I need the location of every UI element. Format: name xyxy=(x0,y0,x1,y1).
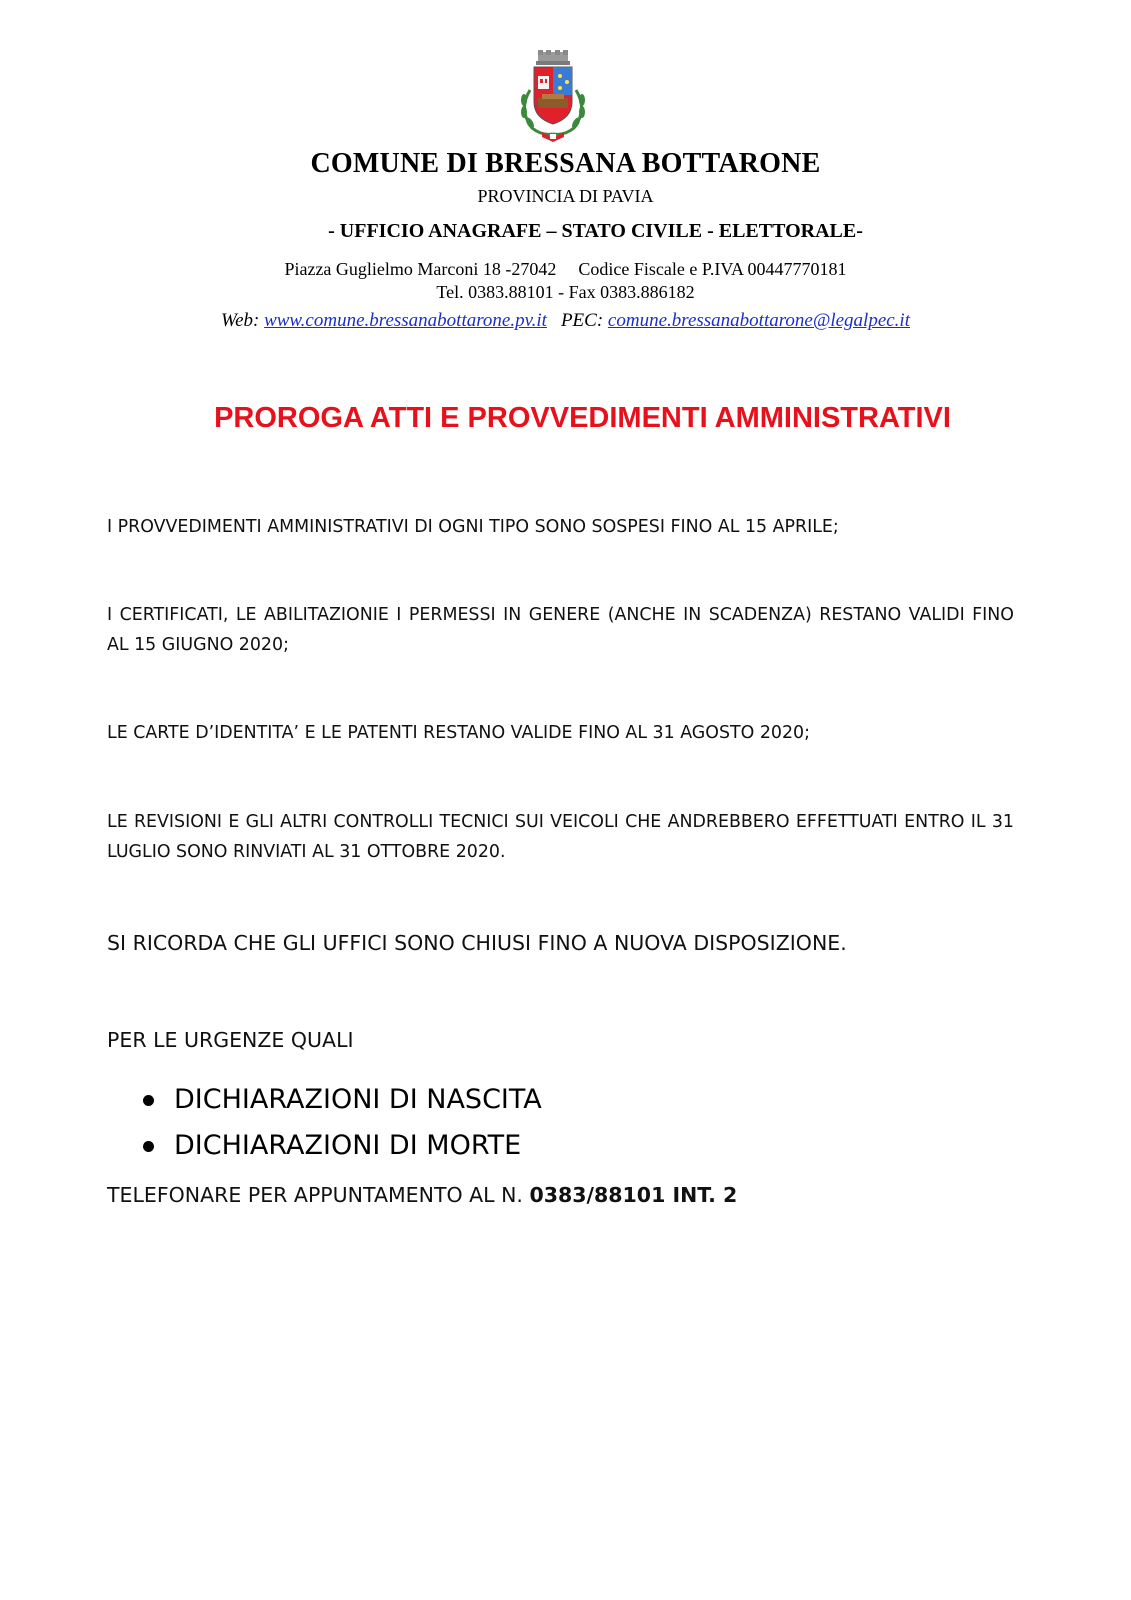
paragraph-vehicle-inspections: LE REVISIONI E GLI ALTRI CONTROLLI TECNICI SUI VEICOLI CHE ANDREBBERO EFFETTUATI ENTRO IL 31 LUGLIO SONO RINVIATI AL 31 OTTOBRE 2020. xyxy=(107,812,1014,862)
contact-line xyxy=(0,310,1131,332)
office-name: - UFFICIO ANAGRAFE – STATO CIVILE - ELETTORALE- xyxy=(328,220,863,242)
call-number: 0383/88101 INT. 2 xyxy=(529,1183,738,1207)
province-name: PROVINCIA DI PAVIA xyxy=(477,186,654,206)
pec-label: PEC: xyxy=(560,310,604,331)
web-link[interactable]: www.comune.bressanabottarone.pv.it xyxy=(264,310,547,331)
coat-of-arms-icon xyxy=(512,50,594,142)
bullet-icon xyxy=(143,1095,154,1106)
paragraph-call-instructions xyxy=(107,1180,1014,1210)
list-item xyxy=(140,1077,542,1123)
address: Piazza Guglielmo Marconi 18 -27042 xyxy=(284,259,557,279)
paragraph-suspension: I PROVVEDIMENTI AMMINISTRATIVI DI OGNI TIPO SONO SOSPESI FINO AL 15 APRILE; xyxy=(107,517,839,537)
phone-fax: Tel. 0383.88101 - Fax 0383.886182 xyxy=(436,282,695,302)
paragraph-urgencies-intro: PER LE URGENZE QUALI xyxy=(107,1028,354,1052)
municipality-name: COMUNE DI BRESSANA BOTTARONE xyxy=(310,148,821,179)
paragraph-certificates: I CERTIFICATI, LE ABILITAZIONIE I PERMESSI IN GENERE (ANCHE IN SCADENZA) RESTANO VALIDI FINO AL 15 GIUGNO 2020; xyxy=(107,605,1014,655)
address-line xyxy=(0,259,1131,280)
notice-title: PROROGA ATTI E PROVVEDIMENTI AMMINISTRATIVI xyxy=(214,402,951,434)
urgencies-list xyxy=(140,1077,542,1169)
urgency-birth: DICHIARAZIONI DI NASCITA xyxy=(174,1084,542,1115)
urgency-death: DICHIARAZIONI DI MORTE xyxy=(174,1130,522,1161)
tax-code: Codice Fiscale e P.IVA 00447770181 xyxy=(578,259,847,279)
bullet-icon xyxy=(143,1141,154,1152)
web-label: Web: xyxy=(220,310,260,331)
paragraph-id-cards: LE CARTE D’IDENTITA’ E LE PATENTI RESTANO VALIDE FINO AL 31 AGOSTO 2020; xyxy=(107,723,810,743)
paragraph-offices-closed: SI RICORDA CHE GLI UFFICI SONO CHIUSI FINO A NUOVA DISPOSIZIONE. xyxy=(107,931,847,955)
pec-email-link[interactable]: comune.bressanabottarone@legalpec.it xyxy=(607,310,910,331)
call-prefix: TELEFONARE PER APPUNTAMENTO AL N. xyxy=(107,1183,523,1207)
list-item xyxy=(140,1123,542,1169)
